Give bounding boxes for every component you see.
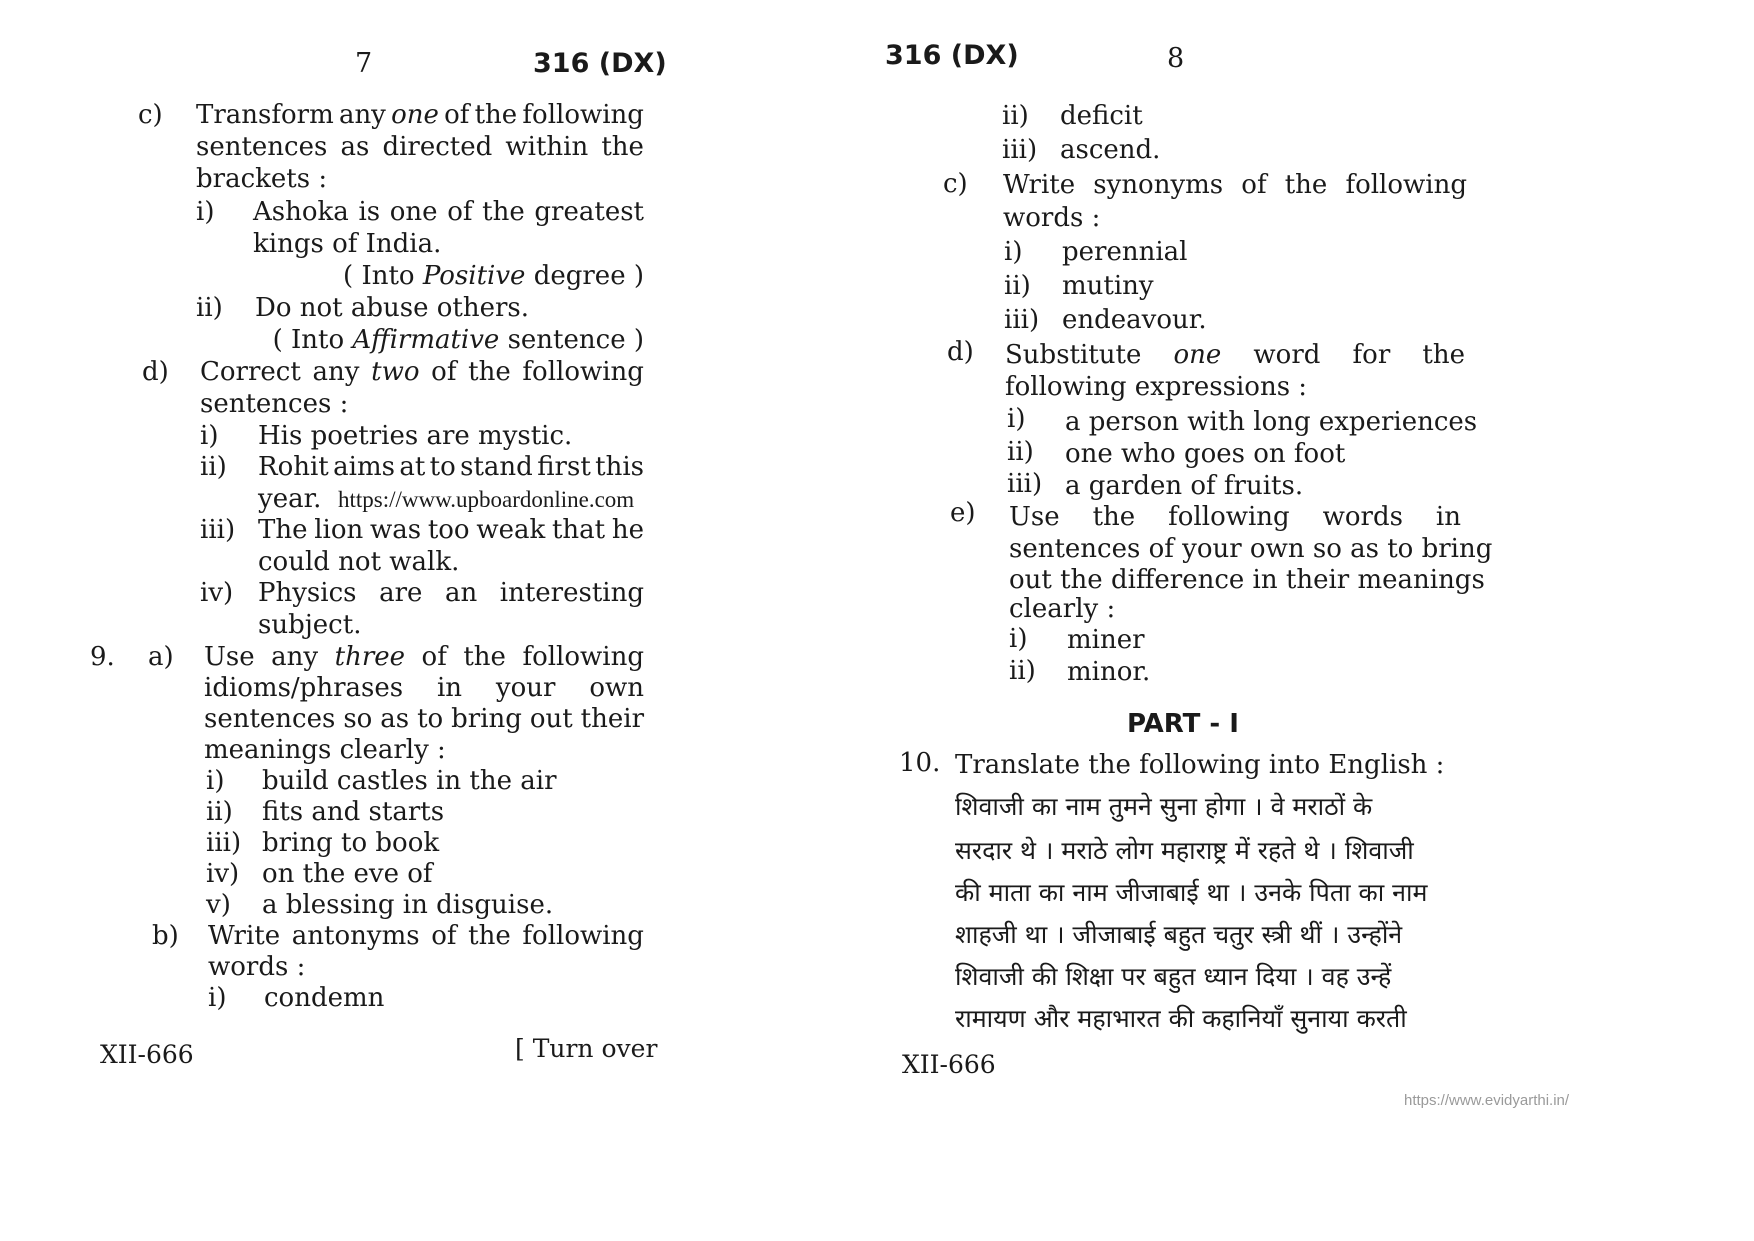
item-label: i) bbox=[1009, 624, 1028, 654]
hindi-passage-line: की माता का नाम जीजाबाई था । उनके पिता का नाम bbox=[955, 878, 1428, 907]
item-text-line: Ashoka is one of the greatest bbox=[253, 197, 644, 227]
question-label: d) bbox=[947, 337, 974, 367]
item-label: ii) bbox=[1004, 271, 1031, 301]
item-text-line: build castles in the air bbox=[262, 766, 557, 796]
item-label: i) bbox=[206, 766, 225, 796]
question-text-line: sentences of your own so as to bring bbox=[1009, 534, 1493, 564]
item-text-line: Physics are an interesting bbox=[258, 578, 644, 608]
page-number: 7 bbox=[355, 48, 373, 79]
question-number: 10. bbox=[899, 748, 941, 778]
question-text-line: sentences so as to bring out their bbox=[204, 704, 644, 734]
item-text-line: mutiny bbox=[1062, 271, 1154, 301]
item-label: ii) bbox=[206, 797, 233, 827]
hindi-passage-line: शाहजी था । जीजाबाई बहुत चतुर स्त्री थीं । उन्होंने bbox=[955, 920, 1403, 949]
item-label: ii) bbox=[1007, 437, 1034, 467]
question-text-line: sentences as directed within the bbox=[196, 132, 644, 162]
item-text-line: subject. bbox=[258, 610, 362, 640]
question-label: e) bbox=[950, 498, 976, 528]
question-label: b) bbox=[152, 921, 179, 951]
item-text-line: kings of India. bbox=[253, 229, 442, 259]
item-text-line: Do not abuse others. bbox=[255, 293, 530, 323]
question-text-line: brackets : bbox=[196, 164, 328, 194]
item-text-line: a person with long experiences bbox=[1065, 407, 1478, 437]
item-label: ii) bbox=[1002, 101, 1029, 131]
item-label: iii) bbox=[1002, 135, 1038, 165]
item-text-line: year. bbox=[258, 484, 322, 514]
watermark-url: https://www.evidyarthi.in/ bbox=[1404, 1092, 1570, 1109]
item-label: i) bbox=[208, 983, 227, 1013]
item-label: iv) bbox=[200, 578, 234, 608]
question-label: c) bbox=[138, 100, 163, 130]
item-label: iii) bbox=[200, 515, 236, 545]
question-text-line: sentences : bbox=[200, 389, 349, 419]
question-label: a) bbox=[148, 642, 174, 672]
item-text-line: a blessing in disguise. bbox=[262, 890, 554, 920]
page-number: 8 bbox=[1167, 43, 1185, 74]
item-text-line: ascend. bbox=[1060, 135, 1161, 165]
item-label: ii) bbox=[200, 452, 227, 482]
question-text-line: idioms/phrases in your own bbox=[204, 673, 644, 703]
item-text-line: could not walk. bbox=[258, 547, 460, 577]
direction-text: ( Into Positive degree ) bbox=[343, 261, 644, 291]
item-text-line: endeavour. bbox=[1062, 305, 1207, 335]
question-text-line: following expressions : bbox=[1005, 372, 1308, 402]
item-label: ii) bbox=[196, 293, 223, 323]
question-label: d) bbox=[142, 357, 169, 387]
item-label: iii) bbox=[1004, 305, 1040, 335]
source-url: https://www.upboardonline.com bbox=[338, 487, 635, 512]
item-text-line: a garden of fruits. bbox=[1065, 471, 1304, 501]
item-label: iv) bbox=[206, 859, 240, 889]
item-text-line: on the eve of bbox=[262, 859, 433, 889]
item-label: i) bbox=[1007, 404, 1026, 434]
right-page bbox=[877, 0, 1754, 1241]
turn-over: [ Turn over bbox=[515, 1034, 658, 1063]
question-text-line: words : bbox=[208, 952, 306, 982]
hindi-passage-line: रामायण और महाभारत की कहानियाँ सुनाया करती bbox=[955, 1004, 1407, 1033]
item-text-line: condemn bbox=[264, 983, 385, 1013]
item-label: iii) bbox=[1007, 469, 1043, 499]
item-text-line: bring to book bbox=[262, 828, 440, 858]
hindi-passage-line: सरदार थे । मराठे लोग महाराष्ट्र में रहते थे । शिवाजी bbox=[955, 836, 1414, 865]
question-text-line: Substitute one word for the bbox=[1005, 340, 1465, 370]
question-text-line: Translate the following into English : bbox=[955, 750, 1445, 780]
item-text-line: His poetries are mystic. bbox=[258, 421, 573, 451]
footer-code: XII-666 bbox=[100, 1040, 194, 1069]
part-heading: PART - I bbox=[1127, 709, 1239, 739]
item-label: i) bbox=[1004, 237, 1023, 267]
item-text-line: one who goes on foot bbox=[1065, 439, 1346, 469]
item-text-line: Rohit aims at to stand first this bbox=[258, 452, 644, 482]
item-text-line: The lion was too weak that he bbox=[258, 515, 644, 545]
hindi-passage-line: शिवाजी की शिक्षा पर बहुत ध्यान दिया । वह उन्हें bbox=[955, 962, 1392, 991]
question-text-line: Write synonyms of the following bbox=[1003, 170, 1467, 200]
direction-text: ( Into Affirmative sentence ) bbox=[272, 325, 644, 355]
question-label: c) bbox=[943, 169, 968, 199]
item-label: iii) bbox=[206, 828, 242, 858]
question-text-line: meanings clearly : bbox=[204, 735, 446, 765]
item-label: i) bbox=[196, 197, 215, 227]
paper-code: 316 (DX) bbox=[885, 40, 1019, 71]
question-text-line: Use any three of the following bbox=[204, 642, 644, 672]
item-text-line: miner bbox=[1067, 625, 1145, 655]
item-text-line: deficit bbox=[1060, 101, 1143, 131]
question-text-line: Transform any one of the following bbox=[196, 100, 644, 130]
question-text-line: clearly : bbox=[1009, 594, 1116, 624]
question-text-line: Use the following words in bbox=[1009, 502, 1461, 532]
footer-code: XII-666 bbox=[902, 1050, 996, 1079]
question-number: 9. bbox=[90, 642, 115, 672]
question-text-line: out the difference in their meanings bbox=[1009, 565, 1485, 595]
item-text-line: perennial bbox=[1062, 237, 1188, 267]
item-label: i) bbox=[200, 421, 219, 451]
item-text-line: fits and starts bbox=[262, 797, 445, 827]
item-text-line: minor. bbox=[1067, 657, 1151, 687]
item-label: v) bbox=[206, 890, 231, 920]
item-label: ii) bbox=[1009, 656, 1036, 686]
hindi-passage-line: शिवाजी का नाम तुमने सुना होगा । वे मराठों के bbox=[955, 792, 1373, 821]
question-text-line: Write antonyms of the following bbox=[208, 921, 644, 951]
paper-code: 316 (DX) bbox=[533, 48, 667, 79]
question-text-line: words : bbox=[1003, 203, 1101, 233]
question-text-line: Correct any two of the following bbox=[200, 357, 644, 387]
